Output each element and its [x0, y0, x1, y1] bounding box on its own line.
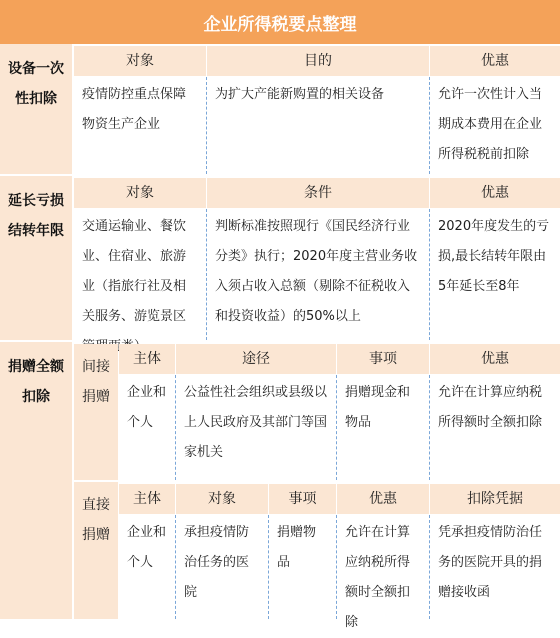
sheet-title: 企业所得税要点整理 [0, 0, 560, 44]
section1-header-object: 对象 [74, 46, 206, 76]
divider [336, 515, 337, 619]
section1-label: 设备一次性扣除 [0, 44, 72, 174]
divider [268, 515, 269, 619]
section2-benefit: 2020年度发生的亏损,最长结转年限由5年延长至8年 [430, 209, 560, 340]
section2-label: 延长亏损结转年限 [0, 176, 72, 340]
section1-benefit: 允许一次性计入当期成本费用在企业所得税税前扣除 [430, 77, 560, 174]
divider [206, 209, 207, 340]
indirect-channel: 公益性社会组织或县级以上人民政府及其部门等国家机关 [176, 375, 336, 480]
divider [206, 77, 207, 174]
section2-header-benefit: 优惠 [430, 178, 560, 208]
indirect-header-channel: 途径 [176, 344, 336, 374]
indirect-donation-label: 间接捐赠 [74, 344, 118, 480]
section3-label: 捐赠全额扣除 [0, 342, 72, 619]
indirect-item: 捐赠现金和物品 [337, 375, 429, 480]
section1-header-benefit: 优惠 [430, 46, 560, 76]
section2-object: 交通运输业、餐饮业、住宿业、旅游业（指旅行社及相关服务、游览景区 [74, 209, 206, 340]
section1-purpose: 为扩大产能新购置的相关设备 [207, 77, 429, 174]
divider [429, 209, 430, 340]
section2-condition: 判断标准按照现行《国民经济行业分类》执行；2020年度主营业务收入须占收入总额（剔除不征税收入和投资收益）的50%以上 [207, 209, 429, 340]
direct-header-subject: 主体 [119, 484, 175, 514]
direct-header-benefit: 优惠 [337, 484, 429, 514]
divider [336, 375, 337, 480]
section1-header-purpose: 目的 [207, 46, 429, 76]
indirect-benefit: 允许在计算应纳税所得额时全额扣除 [430, 375, 560, 480]
indirect-header-item: 事项 [337, 344, 429, 374]
divider [429, 375, 430, 480]
indirect-header-subject: 主体 [119, 344, 175, 374]
direct-header-item: 事项 [269, 484, 336, 514]
direct-item: 捐赠物品 [269, 515, 336, 619]
direct-voucher: 凭承担疫情防治任务的医院开具的捐赠接收函 [430, 515, 560, 619]
divider [429, 515, 430, 619]
divider [175, 375, 176, 480]
direct-header-voucher: 扣除凭据 [430, 484, 560, 514]
section2-header-condition: 条件 [207, 178, 429, 208]
direct-benefit: 允许在计算应纳税所得额时全额扣除 [337, 515, 429, 619]
direct-header-object: 对象 [176, 484, 268, 514]
indirect-header-benefit: 优惠 [430, 344, 560, 374]
section1-object: 疫情防控重点保障物资生产企业 [74, 77, 206, 174]
direct-subject: 企业和个人 [119, 515, 175, 619]
divider [175, 515, 176, 619]
divider [429, 77, 430, 174]
indirect-subject: 企业和个人 [119, 375, 175, 480]
direct-object: 承担疫情防治任务的医院 [176, 515, 268, 619]
section2-header-object: 对象 [74, 178, 206, 208]
direct-donation-label: 直接捐赠 [74, 482, 118, 619]
